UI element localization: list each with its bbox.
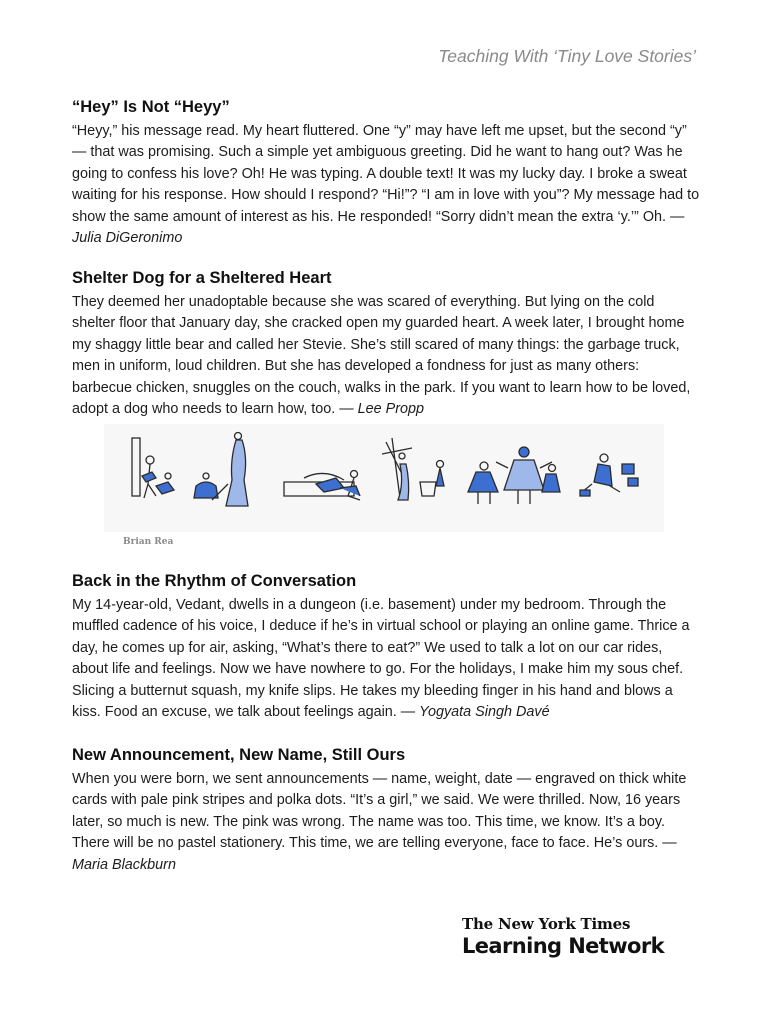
story-author: Lee Propp: [357, 401, 425, 418]
story-title: Back in the Rhythm of Conversation: [72, 572, 357, 590]
story-3: [72, 570, 700, 723]
story-title: “Hey” Is Not “Heyy”: [72, 98, 230, 116]
story-author: Julia DiGeronimo: [72, 230, 183, 247]
document-header-title: Teaching With ‘Tiny Love Stories’: [438, 46, 696, 66]
story-body: [72, 292, 700, 420]
learning-network-wordmark: Learning Network: [462, 934, 664, 958]
story-2: [72, 267, 700, 420]
story-author: Yogyata Singh Davé: [419, 704, 550, 721]
story-body: [72, 121, 700, 249]
story-author: Maria Blackburn: [72, 856, 176, 873]
illustration-strip: [104, 424, 664, 532]
illustration-credit: Brian Rea: [123, 537, 174, 547]
story-text: “Heyy,” his message read. My heart fluttered. One “y” may have left me upset, but the second “y” — that was promising. Such a simple yet ambiguous greeting. Did he want to hang out? Was he going to confess his love? Oh! He was typing. A double text! It was my lucky day. I broke a sweat waiting for his response. How should I respond? “Hi!”? “I am in love with you”? My message had to show the same amount of interest as his. He responded! “Sorry didn’t mean the extra ‘y.’” Oh. —: [72, 123, 700, 225]
nyt-learning-network-logo: [462, 915, 692, 959]
story-title: New Announcement, New Name, Still Ours: [72, 746, 406, 764]
story-text: My 14-year-old, Vedant, dwells in a dungeon (i.e. basement) under my bedroom. Through the muffled cadence of his voice, I deduce if he’s in virtual school or playing an online game. Thrice a day, he comes up for air, asking, “What’s there to eat?” We used to talk a lot on our car rides, about life and feelings. Now we have nowhere to go. For the holidays, I make him my sous chef. Slicing a butternut squash, my knife slips. He takes my bleeding finger in his hand and blows a kiss. Food an excuse, we talk about feelings again. —: [72, 597, 690, 721]
story-body: [72, 595, 700, 723]
story-title: Shelter Dog for a Sheltered Heart: [72, 269, 332, 287]
nyt-wordmark: The New York Times: [462, 915, 631, 933]
story-text: They deemed her unadoptable because she was scared of everything. But lying on the cold shelter floor that January day, she cracked open my guarded heart. A week later, I brought home my shaggy little bear and called her Stevie. She’s still scared of many things: the garbage truck, men in uniform, loud children. But she has developed a fondness for just as many others: barbecue chicken, snuggles on the couch, walks in the park. If you want to learn how to be loved, adopt a dog who needs to learn how, too. —: [72, 294, 691, 418]
story-4: [72, 744, 700, 876]
story-text: When you were born, we sent announcements — name, weight, date — engraved on thick white cards with pale pink stripes and polka dots. “It’s a girl,” we said. We were thrilled. Now, 16 years later, so much is new. The pink was wrong. The name was too. This time, we know. It’s a boy. There will be no pastel stationery. This time, we are telling everyone, face to face. He’s ours. —: [72, 771, 687, 852]
story-1: [72, 96, 700, 249]
story-body: [72, 769, 700, 876]
illustration-figures: [104, 424, 664, 532]
